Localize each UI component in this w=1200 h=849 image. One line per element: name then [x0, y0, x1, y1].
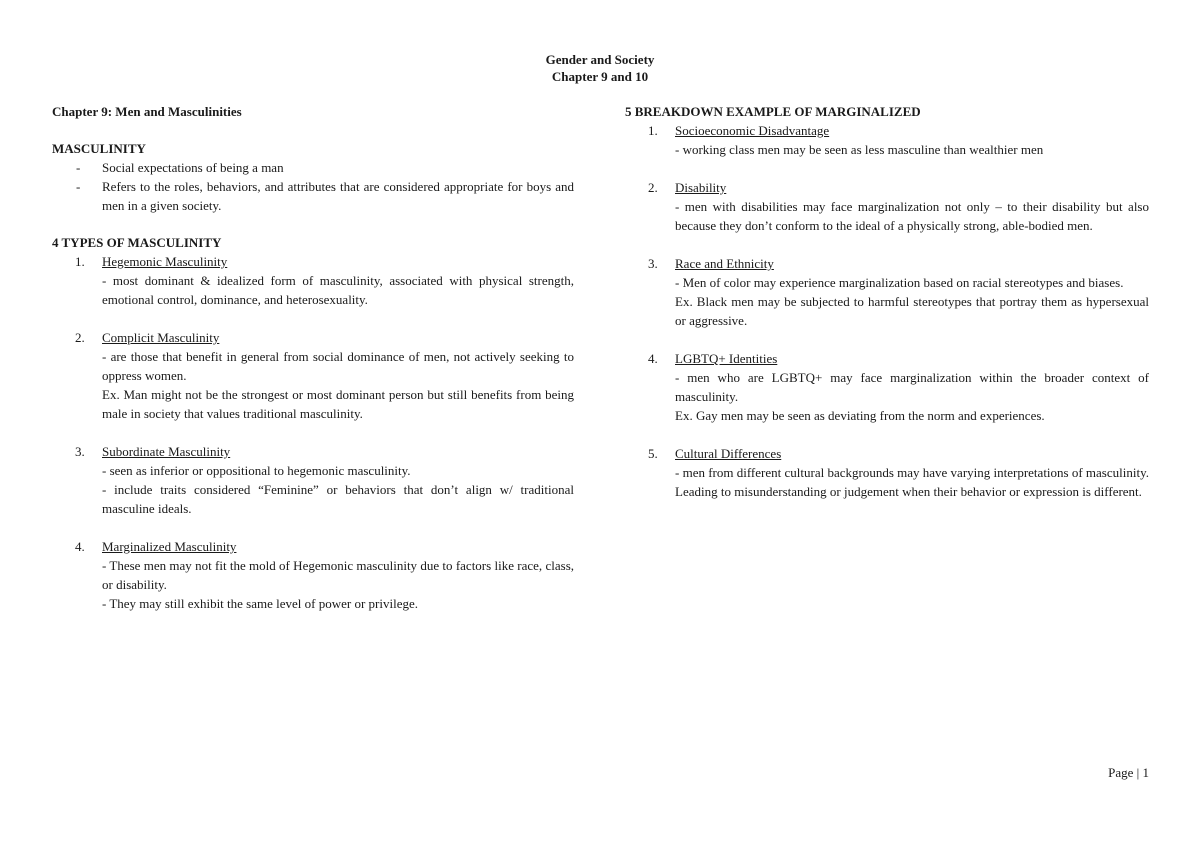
- breakdown-item-disability: [625, 178, 1149, 235]
- spacer: [52, 309, 574, 328]
- masculinity-bullet-list: [52, 158, 574, 215]
- breakdown-heading: 5 BREAKDOWN EXAMPLE OF MARGINALIZED: [625, 104, 921, 119]
- bullet-dash: -: [76, 179, 81, 194]
- spacer: [52, 423, 574, 442]
- spacer: [52, 121, 574, 139]
- document-title: Gender and Society: [545, 52, 655, 67]
- item-text: Ex. Black men may be subjected to harmful stereotypes that portray them as hypersexual or aggressive.: [675, 294, 1149, 328]
- item-number: 2.: [648, 180, 658, 195]
- list-item: [52, 158, 574, 177]
- masculinity-heading: MASCULINITY: [52, 141, 146, 156]
- item-title: Cultural Differences: [675, 446, 782, 461]
- right-column: [625, 102, 1149, 501]
- item-number: 4.: [75, 539, 85, 554]
- item-text: - seen as inferior or oppositional to hegemonic masculinity.: [102, 463, 411, 478]
- breakdown-item-race: [625, 254, 1149, 330]
- item-title: Marginalized Masculinity: [102, 539, 237, 554]
- item-text: - men who are LGBTQ+ may face marginalization within the broader context of masculinity.: [675, 370, 1149, 404]
- item-title: Disability: [675, 180, 727, 195]
- chapter-heading: Chapter 9: Men and Masculinities: [52, 104, 242, 119]
- item-text: - These men may not fit the mold of Hegemonic masculinity due to factors like race, class, or disability.: [102, 558, 574, 592]
- item-text: Ex. Gay men may be seen as deviating from the norm and experiences.: [675, 408, 1045, 423]
- list-item: [52, 177, 574, 215]
- spacer: [52, 518, 574, 537]
- spacer: [625, 425, 1149, 444]
- item-number: 2.: [75, 330, 85, 345]
- page-number: Page | 1: [1108, 765, 1149, 780]
- bullet-dash: -: [76, 160, 81, 175]
- item-number: 4.: [648, 351, 658, 366]
- bullet-text: Refers to the roles, behaviors, and attributes that are considered appropriate for boys and men in a given society.: [102, 179, 574, 213]
- type-item-hegemonic: [52, 252, 574, 309]
- item-number: 3.: [75, 444, 85, 459]
- spacer: [625, 159, 1149, 178]
- item-text: - men with disabilities may face marginalization not only – to their disability but also because they don’t conform to the ideal of a physically strong, able-bodied men.: [675, 199, 1149, 233]
- item-title: Subordinate Masculinity: [102, 444, 231, 459]
- item-text: - men from different cultural backgrounds may have varying interpretations of masculinity. Leading to misunderstanding or judgement when their behavior or expression is different.: [675, 465, 1149, 499]
- item-number: 3.: [648, 256, 658, 271]
- type-item-complicit: [52, 328, 574, 423]
- item-number: 5.: [648, 446, 658, 461]
- item-title: Race and Ethnicity: [675, 256, 774, 271]
- item-title: Hegemonic Masculinity: [102, 254, 228, 269]
- spacer: [625, 235, 1149, 254]
- type-item-subordinate: [52, 442, 574, 518]
- breakdown-item-cultural: [625, 444, 1149, 501]
- spacer: [625, 330, 1149, 349]
- item-number: 1.: [75, 254, 85, 269]
- item-text: - include traits considered “Feminine” or behaviors that don’t align w/ traditional masculine ideals.: [102, 482, 574, 516]
- types-heading: 4 TYPES OF MASCULINITY: [52, 235, 222, 250]
- item-text: - They may still exhibit the same level of power or privilege.: [102, 596, 419, 611]
- spacer: [52, 215, 574, 233]
- item-text: - most dominant & idealized form of masculinity, associated with physical strength, emotional control, dominance, and heterosexuality.: [102, 273, 574, 307]
- item-title: Socioeconomic Disadvantage: [675, 123, 830, 138]
- document-subtitle: Chapter 9 and 10: [551, 69, 649, 84]
- left-column: [52, 102, 574, 613]
- item-text: Ex. Man might not be the strongest or most dominant person but still benefits from being male in society that values traditional masculinity.: [102, 387, 574, 421]
- item-text: - are those that benefit in general from social dominance of men, not actively seeking to oppress women.: [102, 349, 574, 383]
- bullet-text: Social expectations of being a man: [102, 160, 284, 175]
- breakdown-item-socioeconomic: [625, 121, 1149, 159]
- type-item-marginalized: [52, 537, 574, 613]
- item-number: 1.: [648, 123, 658, 138]
- item-text: - working class men may be seen as less masculine than wealthier men: [675, 142, 1044, 157]
- document-header: [0, 51, 1200, 85]
- item-title: LGBTQ+ Identities: [675, 351, 778, 366]
- item-title: Complicit Masculinity: [102, 330, 220, 345]
- item-text: - Men of color may experience marginalization based on racial stereotypes and biases.: [675, 275, 1124, 290]
- breakdown-item-lgbtq: [625, 349, 1149, 425]
